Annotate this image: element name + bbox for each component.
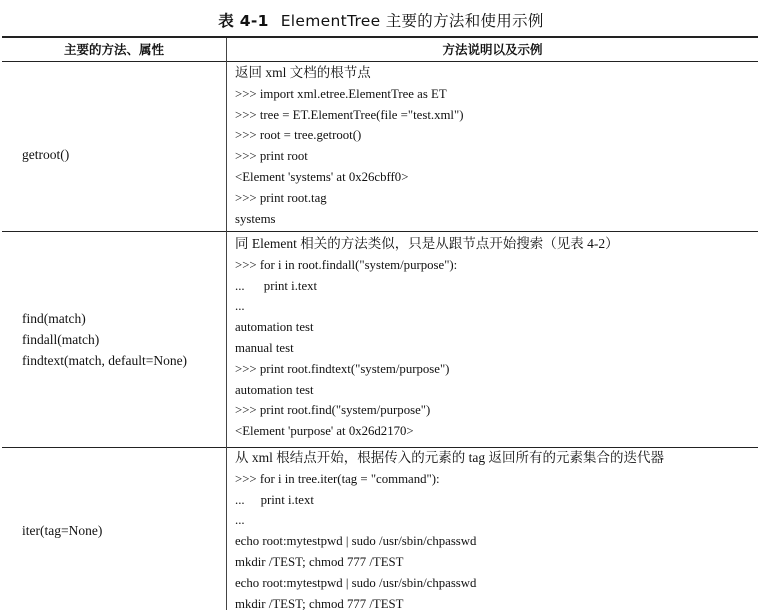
code-line: systems: [235, 211, 276, 226]
code-line: >>> for i in root.findall("system/purpose"):: [235, 257, 458, 272]
method-cell-iter: [22, 520, 102, 541]
code-line: mkdir /TEST; chmod 777 /TEST: [235, 554, 404, 569]
table-number: 表 4-1: [218, 12, 269, 30]
code-line: ... print i.text: [235, 278, 318, 293]
code-line: >>> import xml.etree.ElementTree as ET: [235, 86, 447, 101]
method-name: iter(tag=None): [22, 523, 103, 538]
method-cell-find: [22, 308, 187, 371]
description-cell-iter: [235, 448, 664, 614]
description-text: 同 Element 相关的方法类似，只是从跟节点开始搜索（见表 4-2）: [235, 236, 619, 251]
method-cell-getroot: [22, 144, 69, 165]
table-caption: [0, 9, 762, 31]
code-line: <Element 'purpose' at 0x26d2170>: [235, 424, 414, 439]
description-cell-getroot: [235, 63, 463, 229]
code-line: mkdir /TEST; chmod 777 /TEST: [235, 596, 404, 611]
code-line: ... print i.text: [235, 492, 314, 507]
method-name: getroot(): [22, 147, 70, 162]
header-methods: 主要的方法、属性: [63, 42, 164, 57]
header-rule: [2, 61, 758, 62]
method-name: findtext(match, default=None): [22, 353, 188, 368]
code-line: >>> for i in tree.iter(tag = "command"):: [235, 471, 440, 486]
column-divider: [226, 38, 227, 610]
code-line: >>> print root.find("system/purpose"): [235, 403, 431, 418]
description-cell-find: [235, 234, 619, 442]
code-line: >>> print root.tag: [235, 190, 327, 205]
top-rule: [2, 36, 758, 38]
code-line: ...: [235, 299, 245, 314]
code-line: >>> root = tree.getroot(): [235, 128, 362, 143]
code-line: >>> print root: [235, 149, 308, 164]
header-description: 方法说明以及示例: [442, 42, 543, 57]
code-line: >>> tree = ET.ElementTree(file ="test.xml"): [235, 107, 464, 122]
table-title: ElementTree 主要的方法和使用示例: [280, 12, 544, 30]
code-line: echo root:mytestpwd | sudo /usr/sbin/chpasswd: [235, 534, 477, 549]
row-divider-1: [2, 231, 758, 232]
description-text: 从 xml 根结点开始，根据传入的元素的 tag 返回所有的元素集合的迭代器: [235, 450, 664, 465]
method-name: find(match): [22, 311, 86, 326]
code-line: >>> print root.findtext("system/purpose"): [235, 361, 450, 376]
code-line: automation test: [235, 382, 314, 397]
code-line: echo root:mytestpwd | sudo /usr/sbin/chpasswd: [235, 575, 477, 590]
code-line: <Element 'systems' at 0x26cbff0>: [235, 169, 409, 184]
code-line: ...: [235, 513, 245, 528]
code-line: automation test: [235, 320, 314, 335]
method-name: findall(match): [22, 332, 100, 347]
code-line: manual test: [235, 340, 294, 355]
description-text: 返回 xml 文档的根节点: [235, 65, 371, 80]
